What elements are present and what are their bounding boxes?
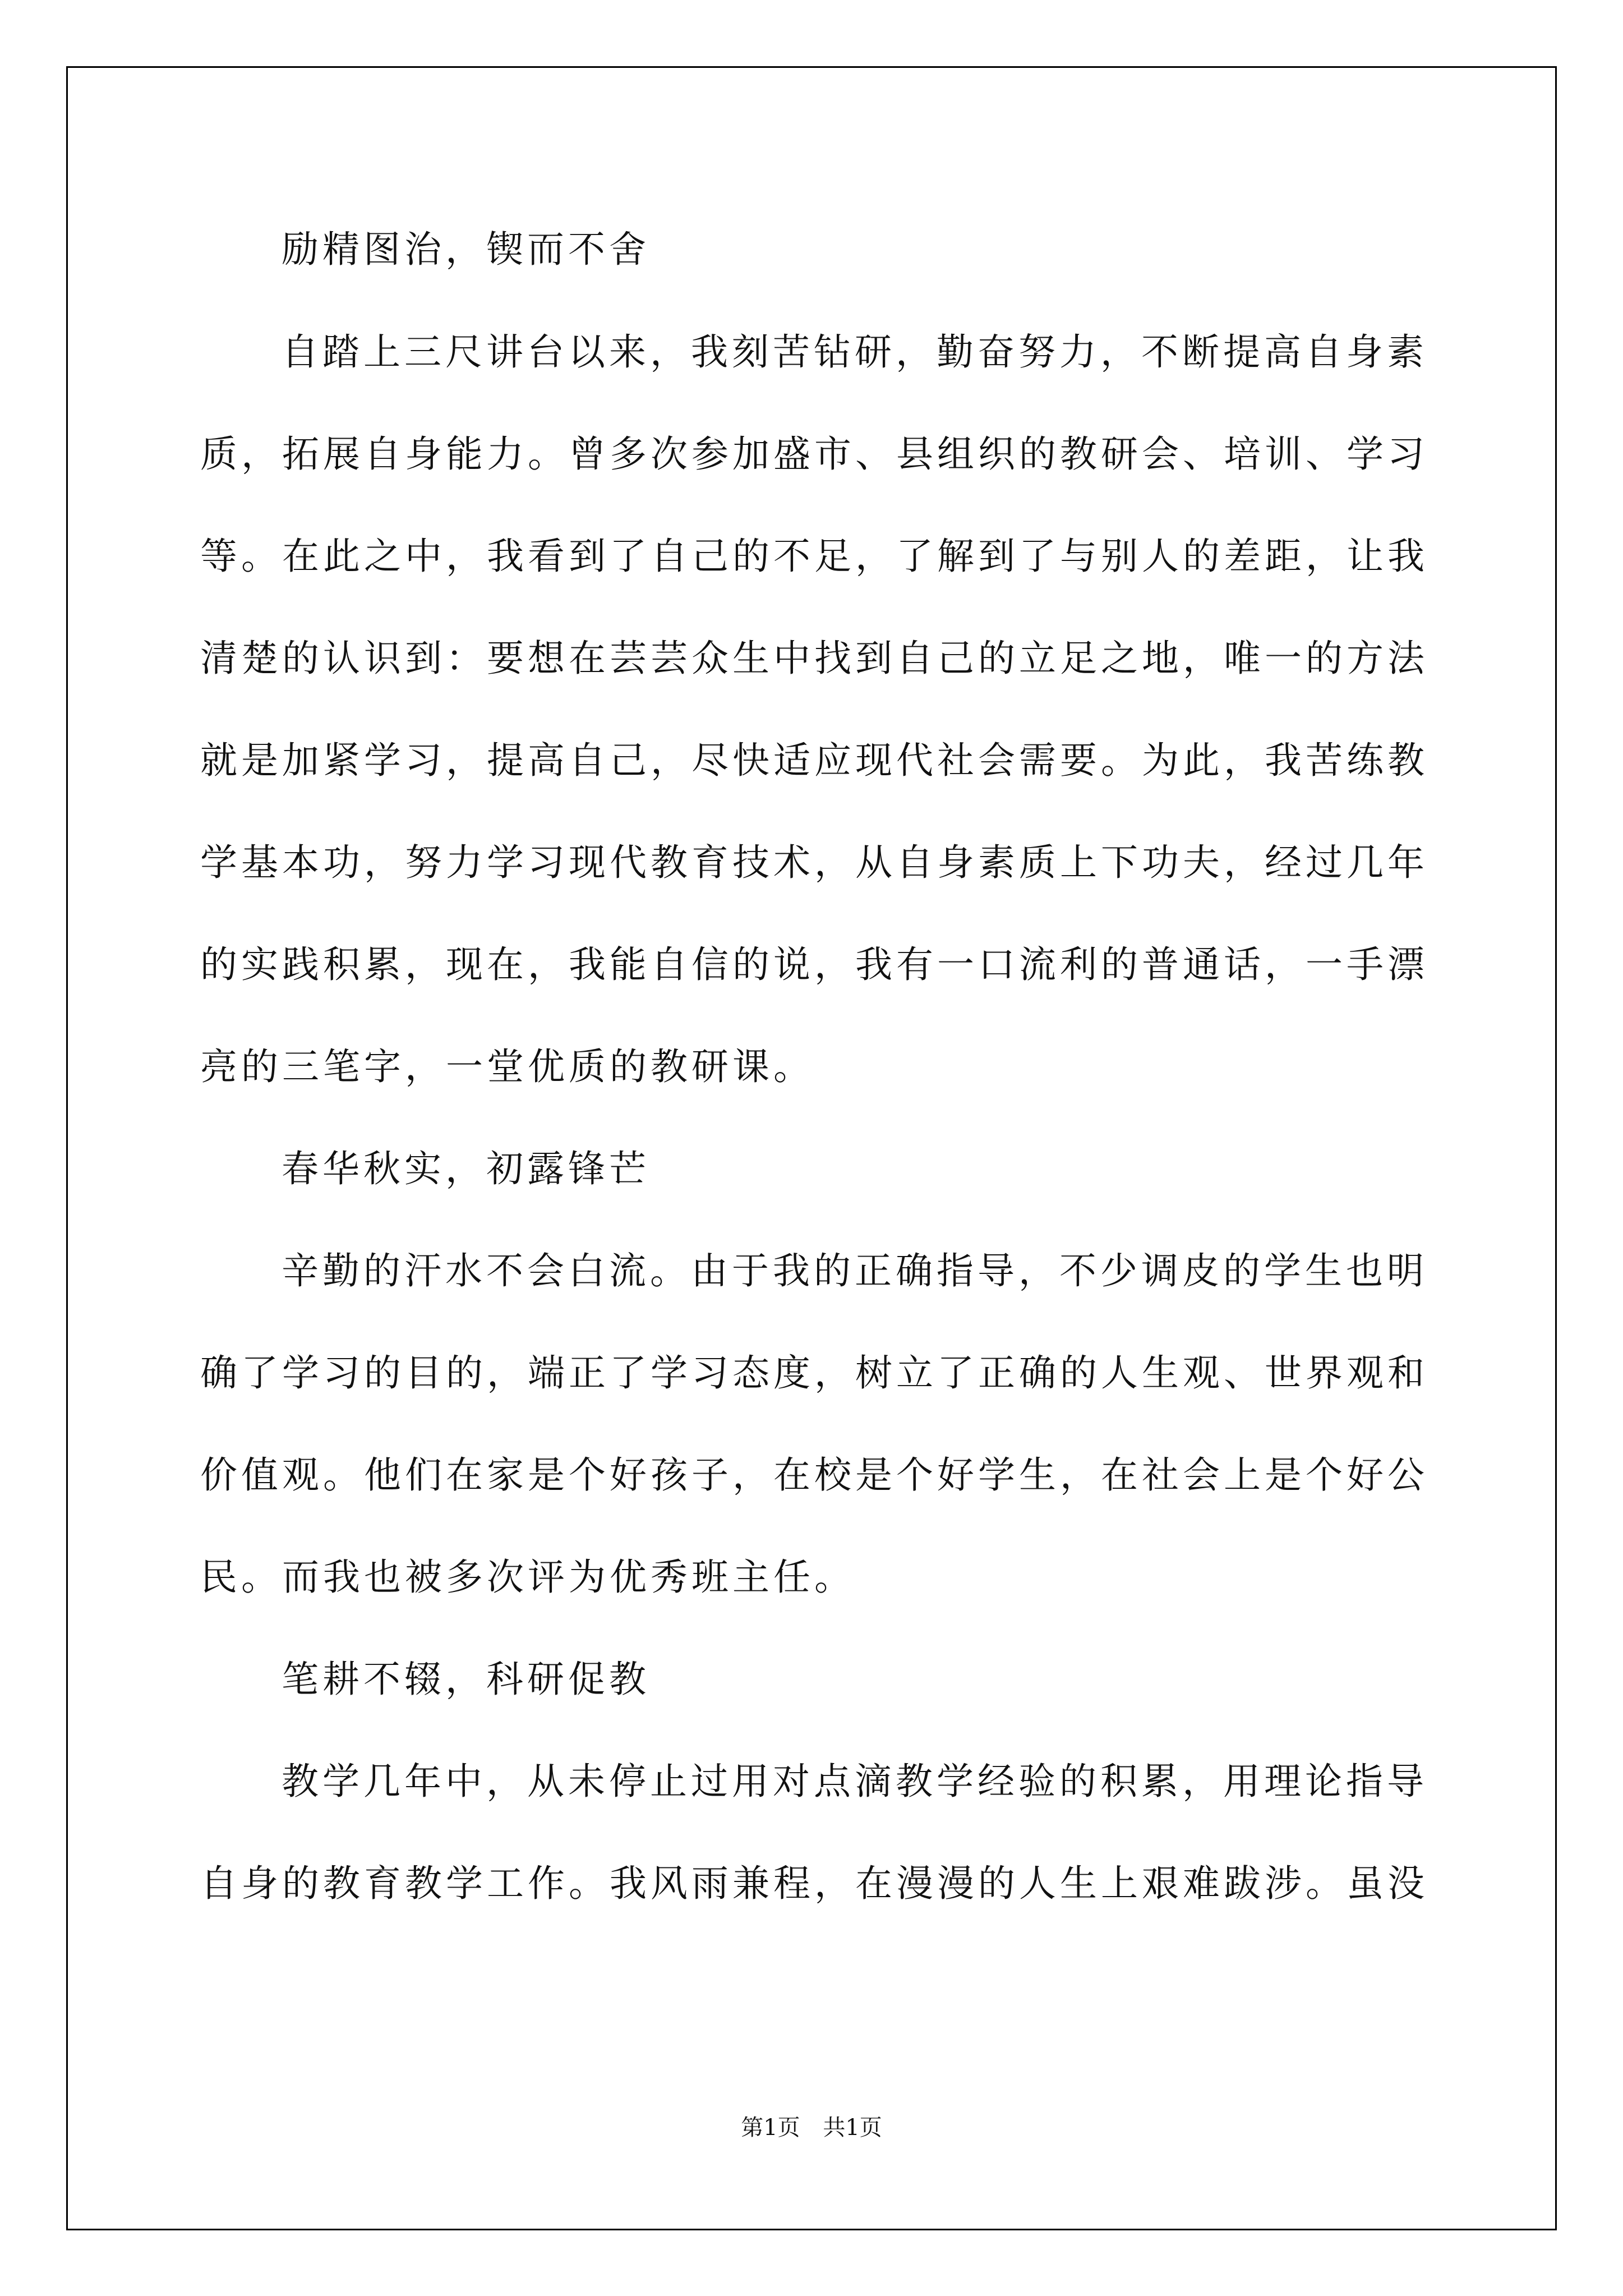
text-line: 亮的三笔字，一堂优质的教研课。 [200, 1045, 814, 1088]
page-number: 第1页 [741, 2115, 800, 2141]
section-heading: 笔耕不辍，科研促教 [282, 1658, 650, 1701]
text-line: 学基本功，努力学习现代教育技术，从自身素质上下功夫，经过几年 [200, 841, 1428, 884]
page-total: 共1页 [823, 2115, 882, 2141]
text-line: 的实践积累，现在，我能自信的说，我有一口流利的普通话，一手漂 [200, 943, 1428, 986]
text-line: 教学几年中，从未停止过用对点滴教学经验的积累，用理论指导 [282, 1760, 1428, 1803]
text-line: 价值观。他们在家是个好孩子，在校是个好学生，在社会上是个好公 [200, 1453, 1428, 1497]
text-line: 清楚的认识到：要想在芸芸众生中找到自己的立足之地，唯一的方法 [200, 637, 1428, 680]
text-line: 确了学习的目的，端正了学习态度，树立了正确的人生观、世界观和 [200, 1351, 1428, 1395]
text-line: 民。而我也被多次评为优秀班主任。 [200, 1556, 855, 1599]
text-line: 自踏上三尺讲台以来，我刻苦钻研，勤奋努力，不断提高自身素 [282, 330, 1428, 374]
text-line: 质，拓展自身能力。曾多次参加盛市、县组织的教研会、培训、学习 [200, 432, 1428, 476]
page-footer [0, 2114, 1623, 2142]
text-line: 自身的教育教学工作。我风雨兼程，在漫漫的人生上艰难跋涉。虽没 [200, 1862, 1428, 1905]
text-line: 就是加紧学习，提高自己，尽快适应现代社会需要。为此，我苦练教 [200, 739, 1428, 782]
section-heading: 励精图治，锲而不舍 [282, 228, 650, 271]
text-line: 辛勤的汗水不会白流。由于我的正确指导，不少调皮的学生也明 [282, 1249, 1428, 1292]
section-heading: 春华秋实，初露锋芒 [282, 1147, 650, 1190]
text-line: 等。在此之中，我看到了自己的不足，了解到了与别人的差距，让我 [200, 535, 1428, 578]
